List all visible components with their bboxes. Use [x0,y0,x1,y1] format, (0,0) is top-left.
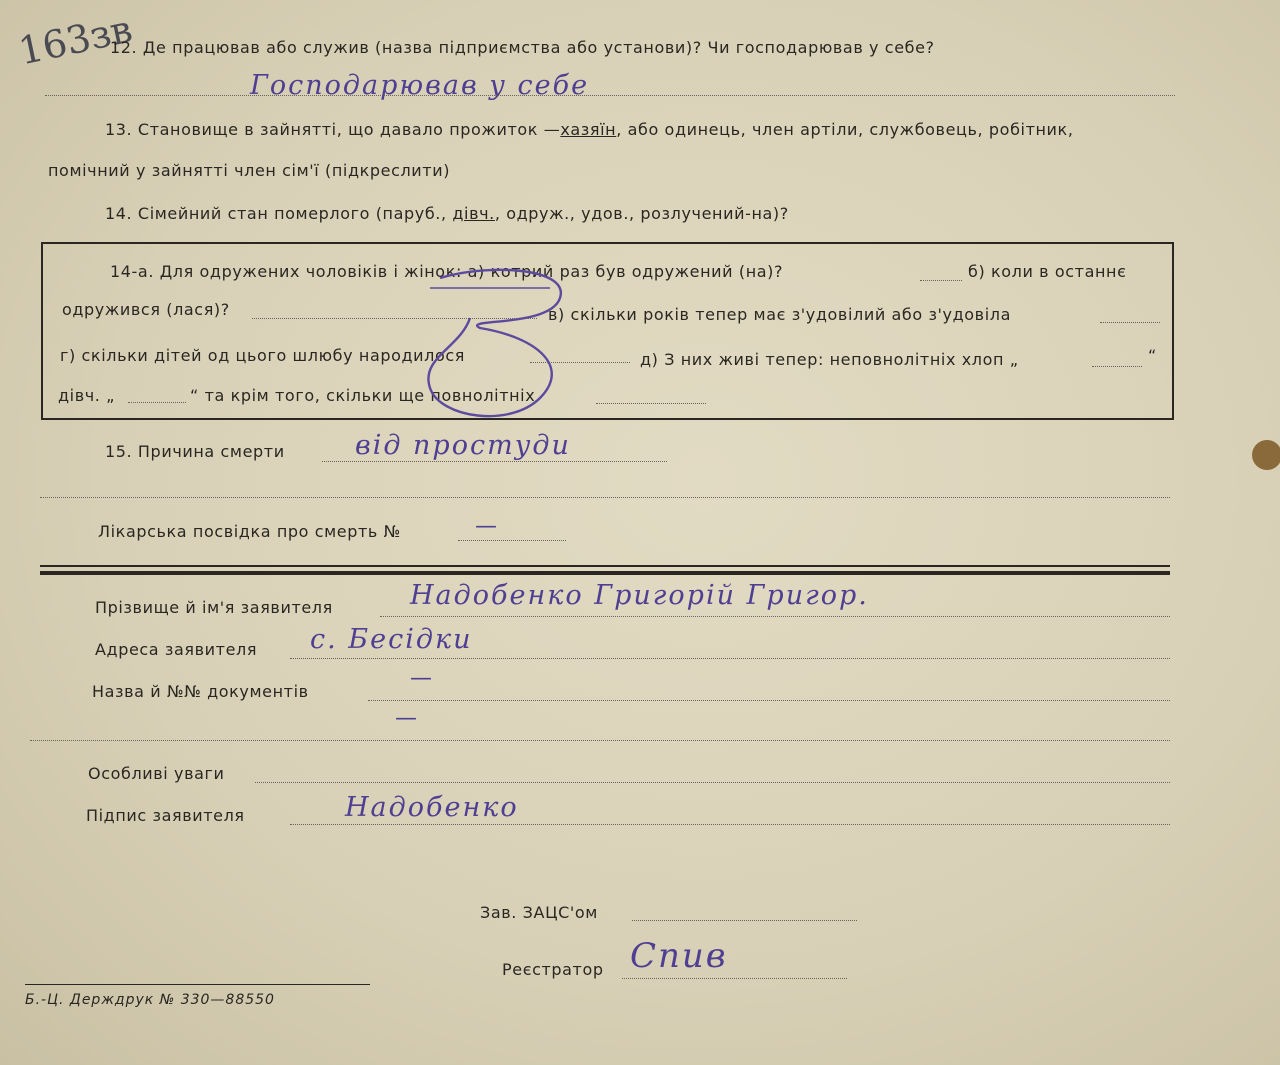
q14a-line4-pre: дівч. „ [58,386,116,405]
medical-label: Лікарська посвідка про смерть № [98,522,401,541]
q14-selected-option: дівч. [452,204,495,223]
applicant-signature-line [290,824,1170,825]
q13-text-post: , або одинець, член артіли, службовець, робітник, [616,120,1074,139]
section-separator [40,565,1170,567]
applicant-signature: Надобенко [345,792,519,823]
printer-imprint: Б.-Ц. Держдрук № 330—88550 [25,992,275,1008]
applicant-address-value: с. Бесідки [310,624,473,655]
applicant-signature-label: Підпис заявителя [86,806,245,825]
zags-head-line [632,920,857,921]
applicant-docs-line-2 [30,740,1170,741]
section-separator-2 [40,571,1170,575]
applicant-notes-label: Особливі уваги [88,764,225,783]
applicant-name-label: Прізвище й ім'я заявителя [95,598,333,617]
applicant-docs-line [368,700,1170,701]
q14a-line3-pre: г) скільки дітей од цього шлюбу народилося [60,346,465,365]
q13-selected-option: хазяїн [560,120,617,139]
q13-line2: помічний у зайнятті член сім'ї (підкреслити) [48,161,451,180]
q14a-line2-pre: одружився (лася)? [62,300,230,319]
applicant-notes-line [255,782,1170,783]
q14a-line2-post: в) скільки років тепер має з'удовілий або з'удовіла [548,305,1011,324]
q15-answer-line [322,461,667,462]
imprint-rule [25,984,370,985]
q14a-line3-blank-end [1092,366,1142,367]
q12-label: 12. Де працював або служив (назва підприємства або установи)? Чи господарював у себе? [110,38,935,57]
q14a-line4-mid: “ та крім того, скільки ще повнолітніх [190,386,536,405]
applicant-name-value: Надобенко Григорій Григор. [410,580,869,611]
archive-number: 163зв [14,6,136,74]
registrar-label: Реєстратор [502,960,604,979]
q13-text-pre: 13. Становище в зайнятті, що давало прожиток — [105,120,561,139]
q12-answer-line [45,95,1175,96]
q13-line1 [105,120,1074,139]
q14-text-pre: 14. Сімейний стан померлого (паруб., [105,204,447,223]
medical-answer-line [458,540,566,541]
q14a-line1-blank [920,280,962,281]
q14a-line1-post: б) коли в останнє [968,262,1127,281]
q14-line [105,204,789,223]
applicant-docs-value: — [410,666,433,691]
medical-answer: — [475,514,498,539]
q14a-line2-blank-end [1100,322,1160,323]
applicant-docs-value-2: — [395,706,418,731]
applicant-address-label: Адреса заявителя [95,640,258,659]
q14a-line3-post: д) З них живі тепер: неповнолітніх хлоп „ [640,350,1019,369]
q15-label: 15. Причина смерти [105,442,285,461]
applicant-docs-label: Назва й №№ документів [92,682,309,701]
registrar-signature: Спив [630,936,728,976]
zags-head-label: Зав. ЗАЦС'ом [480,903,598,922]
q14-text-post: , одруж., удов., розлучений-на)? [494,204,789,223]
paper-stain [1252,440,1280,470]
q14a-line4-blank [128,402,186,403]
applicant-address-line [290,658,1170,659]
q15-answer-line2 [40,497,1170,498]
registrar-line [622,978,847,979]
q14a-line3-end: “ [1148,346,1157,365]
applicant-name-line [380,616,1170,617]
q14a-pencil-mark [400,258,620,438]
q12-answer: Господарював у себе [250,70,590,101]
q14a-line1-pre: 14-а. Для одружених чоловіків і жінок: а) котрий раз був одружений (на)? [110,262,784,281]
q15-answer: від простуди [355,430,571,461]
